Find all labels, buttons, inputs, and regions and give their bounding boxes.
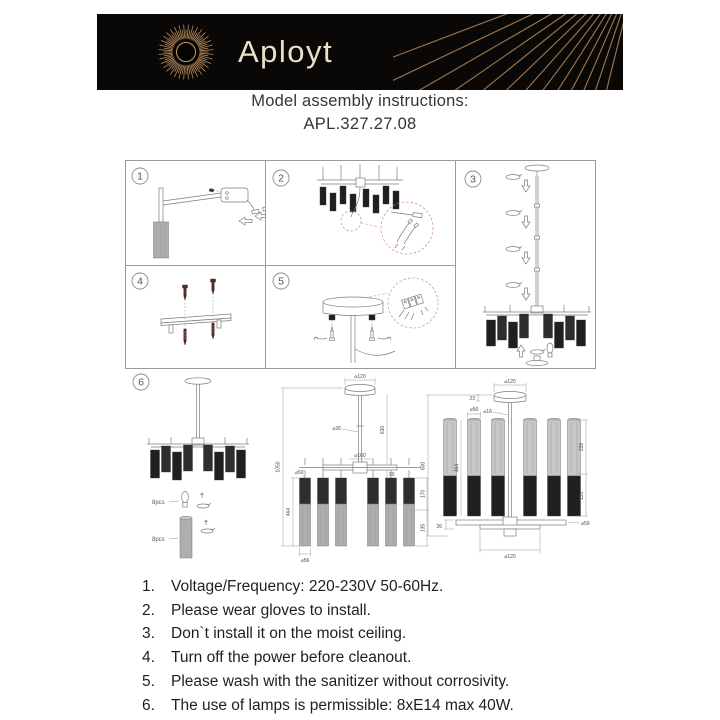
- list-item: [142, 575, 612, 599]
- dim-side-right-b: 135: [579, 491, 585, 501]
- shade-part-icon: [180, 516, 192, 558]
- item-number: 6.: [142, 696, 155, 714]
- list-item: [142, 646, 612, 670]
- terminal-detail-circle: [388, 278, 438, 328]
- canopy-drawing: [314, 297, 395, 363]
- dim-side-total-height: 600: [420, 461, 427, 471]
- wiring-detail-circle: [381, 202, 433, 254]
- panel-5-canopy: [265, 265, 455, 368]
- front-fixture: [299, 385, 421, 547]
- list-item: [142, 694, 612, 718]
- assembled-chandelier-drawing: [147, 378, 249, 480]
- arm-shade-drawing: [154, 188, 266, 258]
- item-text: Turn off the power before cleanout.: [171, 649, 412, 667]
- item-number: 5.: [142, 672, 155, 690]
- model-code: APL.327.27.08: [303, 115, 417, 133]
- bulb-icon: [182, 492, 189, 508]
- dim-side-rod-dia: ⌀16: [483, 409, 492, 415]
- dim-front-bottom-dia: ⌀56: [300, 558, 310, 564]
- panel-3-number: 3: [470, 173, 476, 186]
- dim-front-rod-length: 630: [380, 425, 386, 435]
- brand-banner: [97, 14, 623, 90]
- item-text: Please wear gloves to install.: [171, 601, 371, 619]
- item-number: 2.: [142, 601, 155, 619]
- item-text: The use of lamps is permissible: 8xE14 max 40W.: [171, 696, 514, 714]
- dim-side-canopy-height: 23: [469, 396, 475, 402]
- item-number: 4.: [142, 649, 155, 667]
- dim-front-hub-drop: 90: [389, 472, 395, 478]
- sheet-title: Model assembly instructions:: [251, 92, 469, 110]
- exploded-rod-drawing: [483, 165, 591, 366]
- up-arrow-icon: [517, 345, 525, 357]
- side-view-drawing: [418, 368, 595, 570]
- bulb-qty-label: 8pcs: [152, 500, 165, 506]
- dim-side-end-dia: ⌀59: [581, 521, 590, 527]
- insert-arrow-icon: [239, 217, 252, 225]
- parts-list: [152, 492, 215, 559]
- dim-front-shade-dia: ⌀50: [295, 470, 304, 476]
- item-text: Please wash with the sanitizer without corrosivity.: [171, 672, 510, 690]
- starburst-logo-icon: [149, 15, 223, 89]
- dim-front-total-height: 1050: [275, 461, 282, 473]
- panel-6-number: 6: [138, 376, 144, 389]
- panel-5-number: 5: [278, 275, 284, 288]
- panel-2-wiring: [265, 160, 455, 265]
- panel-1-arm-assembly: [125, 160, 265, 265]
- dim-side-shade-dia: ⌀50: [469, 407, 479, 413]
- down-arrow-icon: [522, 180, 530, 300]
- instruction-list: [142, 575, 612, 717]
- screw-icon: [183, 279, 216, 345]
- front-shades: [300, 478, 415, 546]
- banner-rays-icon: [393, 14, 623, 90]
- side-shades: [444, 418, 581, 516]
- side-fixture: [444, 392, 581, 537]
- panel-3-rod-assembly: [455, 160, 595, 367]
- dim-front-rod-dia: ⌀26: [332, 426, 341, 432]
- item-number: 3.: [142, 625, 155, 643]
- dim-side-canopy-dia: ⌀120: [504, 379, 516, 385]
- dim-front-right-b: 135: [420, 523, 427, 533]
- list-item: [142, 622, 612, 646]
- inverted-chandelier-drawing: [317, 164, 403, 217]
- panel-6-assembled: [125, 368, 265, 570]
- list-item: [142, 599, 612, 623]
- item-text: Don`t install it on the moist ceiling.: [171, 625, 407, 643]
- bulb-icon: [547, 343, 553, 357]
- item-text: Voltage/Frequency: 220-230V 50-60Hz.: [171, 578, 444, 595]
- dim-front-shade-height: 464: [286, 507, 292, 517]
- list-item: [142, 670, 612, 694]
- panel-2-number: 2: [278, 172, 284, 185]
- item-number: 1.: [142, 578, 155, 595]
- detail-marker-circle: [341, 211, 361, 231]
- panel-4-number: 4: [137, 275, 143, 288]
- dim-front-right-a: 170: [420, 489, 427, 499]
- panel-4-bracket: [125, 265, 265, 368]
- shade-qty-label: 8pcs: [152, 537, 165, 543]
- dim-side-base-dia: ⌀120: [504, 554, 516, 560]
- title-block: [0, 92, 720, 134]
- screw-icon: [330, 327, 375, 341]
- dim-side-right-a: 226: [579, 442, 585, 452]
- panel-1-number: 1: [137, 170, 143, 183]
- brand-name: Aployt: [238, 34, 334, 69]
- dim-front-canopy-dia: ⌀120: [354, 374, 366, 380]
- rotate-arrow-icon: [506, 174, 522, 287]
- dim-front-hub-dia: ⌀160: [354, 453, 366, 459]
- mounting-bracket-drawing: [161, 279, 231, 345]
- dim-side-shade-height: 464: [454, 463, 461, 473]
- dim-side-base-height: 26: [436, 524, 442, 530]
